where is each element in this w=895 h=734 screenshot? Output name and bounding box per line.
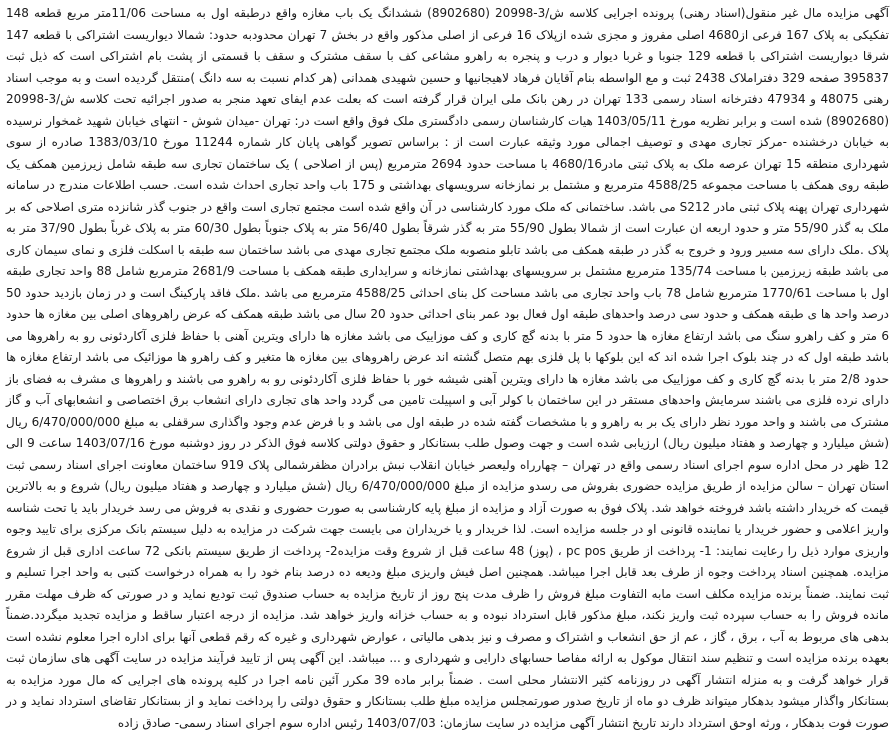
- auction-notice-text: آگهی مزایده مال غیر منقول(اسناد رهنی) پرونده اجرایی کلاسه ش/3-20998 (8902680) ششدانگ یک باب مغازه واقع درطبقه اول به مساحت 11/06متر مربع قطعه 148 تفکیکی به پلاک 167 فرعی از4680 اصلی مفروز و مجزی شده ازپلاک 16 فرعی از اصلی مذکور واقع در بخش 7 تهران محدودبه حدود: شمالا دیواریست اشتراکی با قطعه 147 شرقا دیواریست اشتراکی با قطعه 129 جنوبا و غربا دیوار و درب و پنجره به راهرو مشاعی کف با سقف مشترک و سقف با قسمتی از پشت بام اشتراکی است که ذیل ثبت 395837 صفحه 329 دفتراملاک 2438 ثبت و مع الواسطه بنام آقایان فرهاد لاهیجانیها و حسین شهیدی همدانی (هر کدام نسبت به سه دانگ )منتقل گردیده است و به موجب اسناد رهنی 48075 و 47934 دفترخانه اسناد رسمی 133 تهران در رهن بانک ملی ایران قرار گرفته است که بعلت عدم ایفای تعهد منجر به صدور اجرائیه تحت کلاسه ش/3-20998 (8902680) شده است و برابر نظریه مورخ 1403/05/11 هیات کارشناسان رسمی دادگستری ملک فوق واقع است در: تهران -میدان شوش - انتهای خیابان شهید غمخوار نرسیده به خیابان درخشنده -مرکز تجاری مهدی و توصیف اجمالی مورد وثیقه عبارت است از : براساس تصویر گواهی پایان کار شماره 11244 مورخ 1383/03/10 صادره از سوی شهرداری منطقه 15 تهران عرصه ملک به پلاک ثبتی مادر4680/16 با مساحت حدود 2694 مترمربع (پس از اصلاحی ) یک ساختمان تجاری سه طبقه شامل زیرزمین همکف یک طبقه روی همکف با مساحت مجموعه 4588/25 مترمربع و مشتمل بر نمازخانه سرویسهای بهداشتی و 175 باب واحد تجاری احداث شده است. حسب اطلاعات مندرج در سامانه شهرداری تهران پهنه پلاک ثبتی مادر S212 می باشد. ساختمانی که ملک مورد کارشناسی در آن واقع شده است مجتمع تجاری است واقع در جنوب گذر شانزده متری اصلاحی که بر ملک به گذر 55/90 متر و حدود اربعه ان عبارت است از شمالا بطول 55/90 متر به گذر شرقاً بطول 56/40 متر به پلاک جنوباً بطول 60/30 متر به پلاک غرباً بطول 37/90 متر به پلاک .ملک دارای سه مسیر ورود و خروج به گذر در طبقه همکف می باشد تابلو منصوبه ملک مجتمع تجاری مهدی می باشد ساختمان سه طبقه با اسکلت فلزی و نمای سیمان کاری می باشد طبقه زیرزمین با مساحت 135/74 مترمربع مشتمل بر سرویسهای بهداشتی نمازخانه و سرایداری طبقه همکف با مساحت 2681/9 مترمربع شامل 88 واحد تجاری طبقه اول با مساحت 1770/61 مترمربع شامل 78 باب واحد تجاری می باشد مساحت کل بنای احداثی 4588/25 مترمربع می باشد .ملک فاقد پارکینگ است و در زمان بازدید حدود 50 درصد واحد ها ی طبقه همکف و حدود سی درصد واحدهای طبقه اول فعال بود عمر بنای احداثی حدود 20 سال می باشد طبقه همکف که عرض راهروهای اصلی بین مغازه ها حدود 6 متر و کف راهرو سنگ می باشد ارتفاع مغازه ها حدود 5 متر با بدنه گچ کاری و کف موزاییک می باشد مغازه ها دارای ویترین آهنی با حفاظ فلزی آکاردئونی رو به راهروها می باشد طبقه اول که در چند بلوک اجرا شده اند که این بلوکها با پل فلزی بهم متصل گشته اند عرض راهروهای بین مغازه ها متغیر و کف راهرو ها موزائیک می باشد ارتفاع مغازه ها حدود 2/8 متر با بدنه گچ کاری و کف موزاییک می باشد مغازه ها دارای ویترین آهنی شیشه خور با حفاظ فلزی آکاردئونی رو به راهرو می باشند و راهروها ی مشرف به فضای باز دارای نرده فلزی می باشند سرمایش واحدهای مستقر در این ساختمان با کولر آبی و اسپیلت تامین می گردد واحد های تجاری دارای انشعاب برق اختصاصی و انشعابهای آب و گاز مشترک می باشند و واحد مورد نظر دارای یک بر به راهرو و با مشخصات گفته شده در طبقه اول می باشد و با فرض عدم وجود واگذاری سرقفلی به مبلغ 6/470/000/000 ریال (شش میلیارد و چهارصد و هفتاد میلیون ریال) ارزیابی شده است و جهت وصول طلب بستانکار و حقوق دولتی کلاسه فوق الذکر در روز دوشنبه مورخ 1403/07/16 ساعت 9 الی 12 ظهر در محل اداره سوم اجرای اسناد رسمی واقع در تهران – چهارراه ولیعصر خیابان انقلاب نبش برادران مظفرشمالی پلاک 919 ساختمان معاونت اجرای اسناد رسمی ثبت استان تهران – سالن مزایده از طریق مزایده حضوری بفروش می رسدو مزایده از مبلغ 6/470/000/000 ریال (شش میلیارد و چهارصد و هفتاد میلیون ریال) شروع و به بالاترین قیمت که خریدار داشته باشد فروخته خواهد شد. پلاک فوق به صورت آزاد و مزایده از مبلغ پایه کارشناسی به صورت حضوری و نقدی به فروش می رسد خریدار باید یا تحت شناسه واریز اعلامی و حضور خریدار یا نماینده قانونی او در جلسه مزایده است. لذا خریدار و یا خریداران می بایست جهت شرکت در مزایده به دلیل سیستم بانک مرکزی برای تایید وجوه واریزی موارد ذیل را رعایت نمایند: 1- پرداخت از طریق pc pos ، (پوز) 48 ساعت قبل از شروع وقت مزایده2- پرداخت از طریق سیستم بانکی 72 ساعت اداری قبل از شروع مزایده. همچنین اسناد پرداخت وجوه از طرف بعد قابل اجرا میباشد. همچنین اصل فیش واریزی مبلغ ودیعه ده درصد بنام خود را به همراه درخواست کتبی به واحد اجرا تسلیم و ثبت نمایند. ضمناً برنده مزایده مکلف است مابه التفاوت مبلغ فروش را ظرف مدت پنج روز از تاریخ مزایده به حساب صندوق ثبت تودیع نماید و در صورتی که ظرف مهلت مقرر مانده فروش را به حساب سپرده ثبت واریز نکند، مبلغ مذکور قابل استرداد نبوده و به حساب خزانه واریز خواهد شد. مزایده از درجه اعتبار ساقط و مزایده تجدید میگردد.ضمناً بدهی های مربوط به آب ، برق ، گاز ، عم از حق انشعاب و اشتراک و مصرف و نیز بدهی مالیاتی ، عوارض شهرداری و غیره که رقم قطعی آنها برای اداره اجرا معلوم نشده است بعهده برنده مزایده است و تنظیم سند انتقال موکول به ارائه مفاصا حسابهای دارایی و شهرداری و ... میباشد. این آگهی پس از تایید فرآیند مزایده در سایت آگهی های سازمان ثبت قرار خواهد گرفت و به منزله انتشار آگهی در روزنامه کثیر الانتشار محلی است . ضمناً برابر ماده 39 مکرر آئین نامه اجرا در کلیه پرونده های اجرایی که مال مورد مزایده به بستانکار واگذار میشود بدهکار میتواند ظرف دو ماه از تاریخ صدور صورتمجلس مزایده مبلغ طلب بستانکار و حقوق دولتی را پرداخت نماید و از بستانکار تقاضای استرداد نماید و در صورت فوت بدهکار ، ورثه اوحق استرداد دارند تاریخ انتشار آگهی مزایده در سایت سازمان: 1403/07/03 رئیس اداره سوم اجرای اسناد رسمی- صادق زاده: [6, 6, 890, 730]
